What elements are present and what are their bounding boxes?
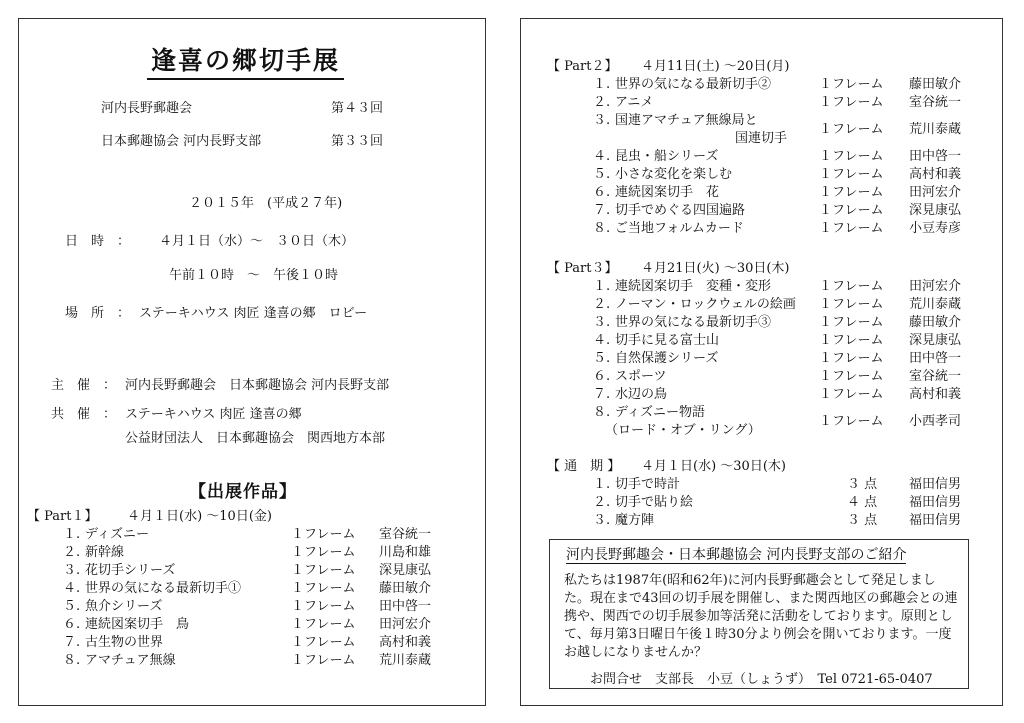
item-title: ご当地フォルムカード <box>615 221 744 236</box>
item-number: ２. <box>593 495 611 510</box>
list-item <box>521 181 1002 199</box>
item-exhibitor: 福田信男 <box>909 495 962 510</box>
item-title: 切手で貼り絵 <box>615 495 694 510</box>
list-item <box>521 491 1002 509</box>
item-frames: １フレーム <box>291 563 356 578</box>
item-exhibitor: 深見康弘 <box>909 203 962 218</box>
list-item <box>19 541 485 559</box>
item-exhibitor: 田中啓一 <box>909 351 962 366</box>
list-item <box>521 73 1002 91</box>
item-title: 魚介シリーズ <box>85 599 163 614</box>
part1-dates: ４月１日(水) ～10日(金) <box>127 509 272 524</box>
item-exhibitor: 田河宏介 <box>909 279 962 294</box>
item-frames: １フレーム <box>291 545 356 560</box>
item-title: 連続図案切手 花 <box>615 185 720 200</box>
item-title: 世界の気になる最新切手③ <box>615 315 772 330</box>
item-number: ３. <box>63 563 81 578</box>
item-count: ３ 点 <box>847 477 878 492</box>
item-exhibitor: 川島和雄 <box>379 545 432 560</box>
list-item <box>521 347 1002 365</box>
item-exhibitor: 小西孝司 <box>909 414 962 429</box>
item-title: 連続図案切手 変種・変形 <box>615 279 772 294</box>
list-item <box>521 91 1002 109</box>
item-title: ディズニー物語 <box>615 405 705 420</box>
item-title: 水辺の鳥 <box>615 387 668 402</box>
item-exhibitor: 深見康弘 <box>379 563 432 578</box>
item-number: ８. <box>63 653 81 668</box>
list-item <box>521 509 1002 527</box>
item-exhibitor: 深見康弘 <box>909 333 962 348</box>
list-item <box>19 649 485 667</box>
item-frames: １フレーム <box>819 167 884 182</box>
part3-label: 【 Part３】 <box>547 261 618 276</box>
item-title: 昆虫・船シリーズ <box>615 149 719 164</box>
item-number: ２. <box>63 545 81 560</box>
exhibit-heading: 【出展作品】 <box>189 482 297 502</box>
throughout-label: 【 通 期 】 <box>547 459 621 474</box>
list-item <box>521 365 1002 383</box>
item-number: ６. <box>593 369 611 384</box>
item-title: 魔方陣 <box>615 513 655 528</box>
throughout-dates: ４月１日(水) ～30日(木) <box>641 459 786 474</box>
host-value: 河内長野郵趣会 日本郵趣協会 河内長野支部 <box>125 378 390 393</box>
item-exhibitor: 高村和義 <box>909 387 962 402</box>
item-number: １. <box>593 279 611 294</box>
item-frames: １フレーム <box>819 297 884 312</box>
item-frames: １フレーム <box>819 279 884 294</box>
club-intro-box <box>549 539 969 689</box>
item-exhibitor: 荒川泰蔵 <box>379 653 432 668</box>
item-number: ５. <box>593 351 611 366</box>
item-exhibitor: 荒川泰蔵 <box>909 297 962 312</box>
list-item <box>521 199 1002 217</box>
item-number: １. <box>593 77 611 92</box>
item-number: １. <box>593 477 611 492</box>
date-label: 日 時 ： <box>65 234 131 249</box>
item-exhibitor: 田河宏介 <box>379 617 432 632</box>
item-number: ７. <box>593 387 611 402</box>
cohost-label: 共 催 ： <box>51 407 117 422</box>
item-number: ４. <box>63 581 81 596</box>
item-title: アマチュア無線 <box>85 653 176 668</box>
list-item <box>521 217 1002 235</box>
item-number: ８. <box>593 405 611 420</box>
list-item <box>19 595 485 613</box>
item-frames: １フレーム <box>819 95 884 110</box>
item-number: ７. <box>63 635 81 650</box>
item-frames: １フレーム <box>819 315 884 330</box>
item-frames: １フレーム <box>819 351 884 366</box>
item-number: ３. <box>593 113 611 128</box>
item-title: 連続図案切手 鳥 <box>85 617 190 632</box>
item-title: 切手でめぐる四国遍路 <box>615 203 746 218</box>
item-exhibitor: 藤田敏介 <box>909 77 962 92</box>
list-item <box>521 293 1002 311</box>
exhibition-title: 逢喜の郷切手展 <box>147 41 344 80</box>
item-frames: １フレーム <box>819 369 884 384</box>
date-value: ４月１日（水）～ ３０日（木） <box>159 234 355 249</box>
club-intro-text: 私たちは1987年(昭和62年)に河内長野郵趣会として発足しました。現在まで43回の切手展を開催し、また関西地区の郵趣会との連携や、関西での切手展参加等活発に活動をしております。原則として、毎月第3日曜日午後１時30分より例会を開いております。一度お越しになりませんか？ <box>564 573 958 660</box>
item-exhibitor: 室谷統一 <box>909 369 962 384</box>
list-item <box>19 577 485 595</box>
item-exhibitor: 藤田敏介 <box>909 315 962 330</box>
list-item <box>521 109 1002 146</box>
item-number: ８. <box>593 221 611 236</box>
item-number: １. <box>63 527 81 542</box>
item-frames: １フレーム <box>819 414 884 429</box>
item-frames: １フレーム <box>291 581 356 596</box>
item-exhibitor: 田中啓一 <box>909 149 962 164</box>
item-exhibitor: 福田信男 <box>909 477 962 492</box>
cohost-value-2: 公益財団法人 日本郵趣協会 関西地方本部 <box>125 431 386 446</box>
org2-count: 第３３回 <box>331 134 384 149</box>
part2-dates: ４月11日(土) ～20日(月) <box>641 59 790 74</box>
host-label: 主 催 ： <box>51 378 117 393</box>
item-exhibitor: 藤田敏介 <box>379 581 432 596</box>
item-number: ７. <box>593 203 611 218</box>
list-item <box>521 401 1002 438</box>
item-frames: １フレーム <box>291 617 356 632</box>
place-label: 場 所 ： <box>65 306 131 321</box>
item-number: ６. <box>593 185 611 200</box>
list-item <box>19 613 485 631</box>
item-number: ５. <box>63 599 81 614</box>
item-frames: １フレーム <box>819 203 884 218</box>
item-exhibitor: 室谷統一 <box>909 95 962 110</box>
right-flyer-panel <box>520 18 1003 706</box>
cohost-value-1: ステーキハウス 肉匠 逢喜の郷 <box>125 407 302 422</box>
item-number: ３. <box>593 315 611 330</box>
item-number: ４. <box>593 333 611 348</box>
item-title: 世界の気になる最新切手② <box>615 77 772 92</box>
time-value: 午前１０時 ～ 午後１０時 <box>169 268 339 283</box>
part1-label: 【 Part１】 <box>27 509 98 524</box>
part3-dates: ４月21日(火) ～30日(木) <box>641 261 790 276</box>
item-frames: １フレーム <box>291 527 356 542</box>
item-frames: １フレーム <box>819 387 884 402</box>
item-frames: １フレーム <box>819 122 884 137</box>
item-number: ６. <box>63 617 81 632</box>
item-frames: １フレーム <box>819 77 884 92</box>
item-frames: １フレーム <box>291 599 356 614</box>
list-item <box>521 145 1002 163</box>
item-exhibitor: 高村和義 <box>379 635 432 650</box>
org1-count: 第４３回 <box>331 101 384 116</box>
list-item <box>521 473 1002 491</box>
item-title: 世界の気になる最新切手① <box>85 581 242 596</box>
item-title: ディズニー <box>85 527 149 542</box>
part2-label: 【 Part２】 <box>547 59 618 74</box>
item-title: 新幹線 <box>85 545 125 560</box>
item-frames: １フレーム <box>819 149 884 164</box>
item-title: 小さな変化を楽しむ <box>615 167 733 182</box>
list-item <box>521 329 1002 347</box>
item-title: 自然保護シリーズ <box>615 351 719 366</box>
item-number: ４. <box>593 149 611 164</box>
list-item <box>19 631 485 649</box>
item-title: 国連アマチュア無線局と <box>615 113 758 128</box>
item-title-line2: （ロード・オブ・リング） <box>605 423 761 438</box>
item-exhibitor: 田中啓一 <box>379 599 432 614</box>
item-frames: １フレーム <box>819 221 884 236</box>
list-item <box>19 559 485 577</box>
item-frames: １フレーム <box>291 653 356 668</box>
item-number: ２. <box>593 297 611 312</box>
item-frames: １フレーム <box>819 185 884 200</box>
item-frames: １フレーム <box>291 635 356 650</box>
club-contact: お問合せ 支部長 小豆（しょうず） Tel 0721-65-0407 <box>590 672 933 687</box>
item-exhibitor: 室谷統一 <box>379 527 432 542</box>
item-title: アニメ <box>615 95 654 110</box>
place-value: ステーキハウス 肉匠 逢喜の郷 ロビー <box>139 306 368 321</box>
exhibition-year: ２０１５年 (平成２７年) <box>189 196 343 211</box>
item-title: ノーマン・ロックウェルの絵画 <box>615 297 796 312</box>
club-intro-title: 河内長野郵趣会・日本郵趣協会 河内長野支部のご紹介 <box>566 547 907 563</box>
item-number: ３. <box>593 513 611 528</box>
org2-name: 日本郵趣協会 河内長野支部 <box>101 134 262 149</box>
item-title: 古生物の世界 <box>85 635 164 650</box>
list-item <box>521 163 1002 181</box>
item-count: ４ 点 <box>847 495 878 510</box>
item-number: ５. <box>593 167 611 182</box>
item-frames: １フレーム <box>819 333 884 348</box>
list-item <box>521 311 1002 329</box>
item-title: 花切手シリーズ <box>85 563 176 578</box>
item-title: 切手に見る富士山 <box>615 333 720 348</box>
item-number: ２. <box>593 95 611 110</box>
org1-name: 河内長野郵趣会 <box>101 101 193 116</box>
item-exhibitor: 福田信男 <box>909 513 962 528</box>
list-item <box>521 275 1002 293</box>
item-title: スポーツ <box>615 369 667 384</box>
item-title: 切手で時計 <box>615 477 681 492</box>
list-item <box>521 383 1002 401</box>
item-exhibitor: 小豆寿彦 <box>909 221 962 236</box>
item-exhibitor: 高村和義 <box>909 167 962 182</box>
item-count: ３ 点 <box>847 513 878 528</box>
item-exhibitor: 荒川泰蔵 <box>909 122 962 137</box>
list-item <box>19 523 485 541</box>
item-exhibitor: 田河宏介 <box>909 185 962 200</box>
left-flyer-panel <box>18 18 486 706</box>
item-title-line2: 国連切手 <box>735 131 788 146</box>
